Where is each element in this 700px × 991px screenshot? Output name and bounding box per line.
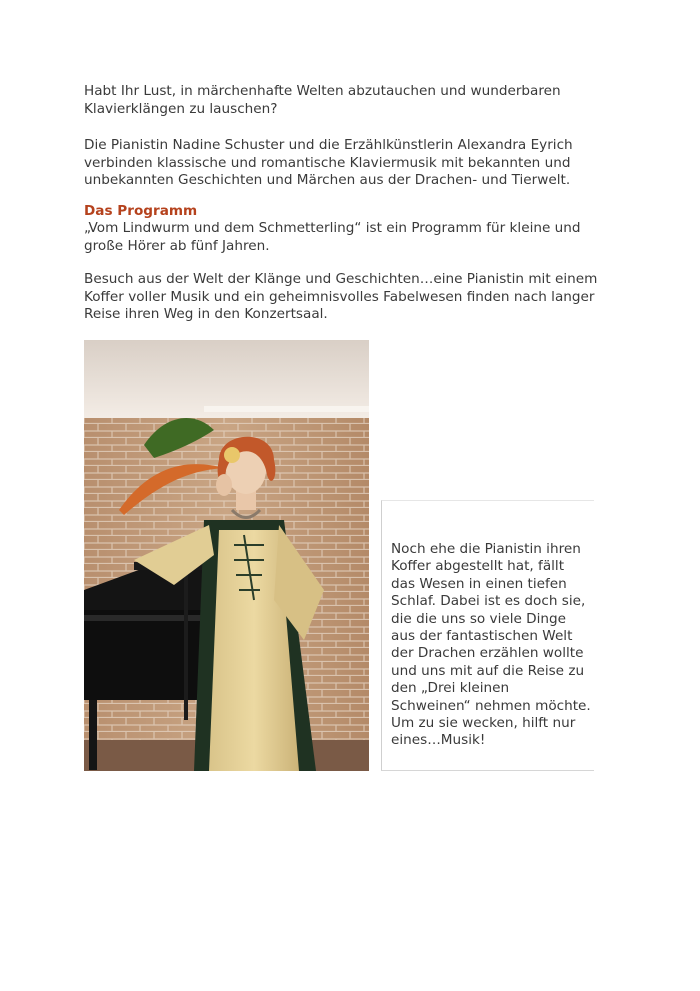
intro-paragraph-1: Habt Ihr Lust, in märchenhafte Welten abzutauchen und wunderbaren Klavierklängen zu lauschen?	[84, 83, 561, 117]
program-paragraph-2: Besuch aus der Welt der Klänge und Geschichten…eine Pianistin mit einem Koffer voller Musik und ein geheimnisvolles Fabelwesen finden nach langer Reise ihren Weg in den Konzertsaal.	[84, 271, 598, 322]
program-paragraph-1: „Vom Lindwurm und dem Schmetterling“ ist ein Programm für kleine und große Hörer ab fünf Jahren.	[84, 220, 581, 254]
intro-paragraph-2: Die Pianistin Nadine Schuster und die Erzählkünstlerin Alexandra Eyrich verbinden klassische und romantische Klaviermusik mit bekannten und unbekannten Geschichten und Märchen aus der Drachen- und Tierwelt.	[84, 137, 573, 188]
story-text: Noch ehe die Pianistin ihren Koffer abgestellt hat, fällt das Wesen in einen tiefen Schlaf. Dabei ist es doch sie, die die uns so viele Dinge aus der fantastischen Welt der Drachen erzählen wollte und uns mit auf die Reise zu den „Drei kleinen Schweinen“ nehmen möchte. Um zu sie wecken, hilft nur eines…Musik!	[391, 541, 591, 749]
performer-photo	[84, 340, 369, 771]
program-heading: Das Programm	[84, 203, 198, 219]
performer-photo-image	[84, 340, 369, 771]
story-side-box	[381, 500, 594, 771]
